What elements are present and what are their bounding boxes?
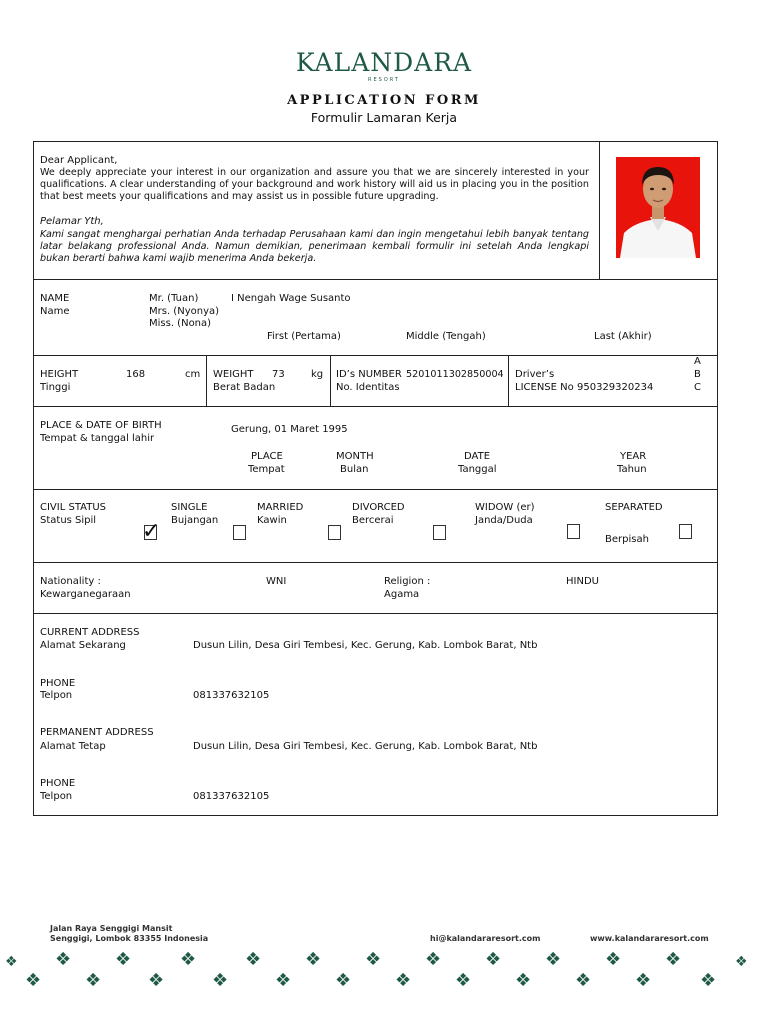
license-class-c: C xyxy=(694,382,701,393)
footer-email[interactable]: hi@kalandararesort.com xyxy=(430,934,541,943)
row-divider xyxy=(33,406,718,407)
row-divider xyxy=(33,355,718,356)
ornament-icon: ❖ xyxy=(148,970,165,991)
ornament-icon: ❖ xyxy=(425,949,442,970)
religion-label: Religion : xyxy=(384,576,431,587)
status-divorced-id: Bercerai xyxy=(352,515,394,526)
religion-label-id: Agama xyxy=(384,589,420,600)
ornament-icon: ❖ xyxy=(5,954,18,970)
ornament-icon: ❖ xyxy=(85,970,102,991)
name-label-id: Name xyxy=(40,306,70,317)
status-widow: WIDOW (er) xyxy=(475,502,535,513)
height-unit: cm xyxy=(185,369,201,380)
applicant-portrait xyxy=(616,157,700,258)
name-label: NAME xyxy=(40,293,70,304)
footer-address-line2: Senggigi, Lombok 83355 Indonesia xyxy=(50,934,209,943)
id-number-label-id: No. Identitas xyxy=(336,382,400,393)
intro-text-en: We deeply appreciate your interest in our organization and assure you that we are sincerely interested in your qualifications. A clear understanding of your background and work history will aid us in placing you in the position that best meets your qualifications and may assist us in possible future upgrading. xyxy=(40,167,589,203)
phone-label: PHONE xyxy=(40,778,76,789)
ornament-icon: ❖ xyxy=(275,970,292,991)
widower-checkbox[interactable] xyxy=(567,524,580,539)
current-address-value[interactable]: Dusun Lilin, Desa Giri Tembesi, Kec. Gerung, Kab. Lombok Barat, Ntb xyxy=(193,640,538,651)
name-middle-caption: Middle (Tengah) xyxy=(406,331,486,342)
status-married: MARRIED xyxy=(257,502,304,513)
ornament-icon: ❖ xyxy=(305,949,322,970)
title-miss: Miss. (Nona) xyxy=(149,318,212,329)
resort-logo-subtitle: RESORT xyxy=(368,77,400,83)
widow-checkbox[interactable] xyxy=(433,525,446,540)
ornament-icon: ❖ xyxy=(365,949,382,970)
status-widow-id: Janda/Duda xyxy=(475,515,533,526)
row-divider xyxy=(33,562,718,563)
birth-label: PLACE & DATE OF BIRTH xyxy=(40,420,162,431)
birth-place-caption: PLACE xyxy=(251,451,283,462)
cell-divider xyxy=(508,355,509,406)
title-mrs: Mrs. (Nyonya) xyxy=(149,306,220,317)
ornament-icon: ❖ xyxy=(25,970,42,991)
ornament-icon: ❖ xyxy=(485,949,502,970)
ornament-icon: ❖ xyxy=(605,949,622,970)
permanent-address-label-id: Alamat Tetap xyxy=(40,741,106,752)
height-value[interactable]: 168 xyxy=(126,369,146,380)
name-first-caption: First (Pertama) xyxy=(267,331,341,342)
birth-date-caption-id: Tanggal xyxy=(458,464,497,475)
birth-label-id: Tempat & tanggal lahir xyxy=(40,433,155,444)
current-address-label: CURRENT ADDRESS xyxy=(40,627,140,638)
cell-divider xyxy=(330,355,331,406)
status-divorced: DIVORCED xyxy=(352,502,405,513)
permanent-address-value[interactable]: Dusun Lilin, Desa Giri Tembesi, Kec. Gerung, Kab. Lombok Barat, Ntb xyxy=(193,741,538,752)
ornament-icon: ❖ xyxy=(735,954,748,970)
ornament-icon: ❖ xyxy=(665,949,682,970)
applicant-photo xyxy=(616,157,700,258)
height-label-id: Tinggi xyxy=(40,382,71,393)
divorced-checkbox[interactable] xyxy=(328,525,341,540)
id-number-label: ID’s NUMBER xyxy=(336,369,402,380)
religion-value[interactable]: HINDU xyxy=(566,576,599,587)
ornament-icon: ❖ xyxy=(212,970,229,991)
current-address-label-id: Alamat Sekarang xyxy=(40,640,126,651)
married-checkbox[interactable] xyxy=(233,525,246,540)
ornament-icon: ❖ xyxy=(245,949,262,970)
ornament-icon: ❖ xyxy=(395,970,412,991)
ornament-icon: ❖ xyxy=(515,970,532,991)
footer-address-line1: Jalan Raya Senggigi Mansit xyxy=(50,924,173,933)
weight-value[interactable]: 73 xyxy=(272,369,285,380)
form-subtitle: Formulir Lamaran Kerja xyxy=(310,110,458,125)
id-number-value[interactable]: 5201011302850004 xyxy=(406,369,504,380)
form-title: APPLICATION FORM xyxy=(287,93,481,108)
license-class-b: B xyxy=(694,369,701,380)
row-divider xyxy=(33,279,718,280)
birth-month-caption: MONTH xyxy=(336,451,374,462)
birth-place-caption-id: Tempat xyxy=(248,464,285,475)
license-label: Driver’s xyxy=(515,369,555,380)
ornament-icon: ❖ xyxy=(335,970,352,991)
ornament-icon: ❖ xyxy=(55,949,72,970)
title-mr: Mr. (Tuan) xyxy=(149,293,199,304)
row-divider xyxy=(33,613,718,614)
ornament-icon: ❖ xyxy=(700,970,717,991)
height-label: HEIGHT xyxy=(40,369,79,380)
greeting-en: Dear Applicant, xyxy=(40,155,118,166)
applicant-name[interactable]: I Nengah Wage Susanto xyxy=(231,293,351,304)
nationality-value[interactable]: WNI xyxy=(266,576,287,587)
greeting-id: Pelamar Yth, xyxy=(40,216,104,227)
status-single-id: Bujangan xyxy=(171,515,219,526)
birth-year-caption-id: Tahun xyxy=(617,464,647,475)
ornament-icon: ❖ xyxy=(115,949,132,970)
resort-logo: KALANDARA xyxy=(295,48,473,77)
nationality-label-id: Kewarganegaraan xyxy=(40,589,131,600)
phone-value[interactable]: 081337632105 xyxy=(193,690,270,701)
phone-label-id: Telpon xyxy=(40,690,73,701)
ornament-icon: ❖ xyxy=(635,970,652,991)
status-separated: SEPARATED xyxy=(605,502,663,513)
cell-divider xyxy=(206,355,207,406)
birth-value[interactable]: Gerung, 01 Maret 1995 xyxy=(231,424,348,435)
ornament-icon: ❖ xyxy=(455,970,472,991)
status-single: SINGLE xyxy=(171,502,208,513)
status-married-id: Kawin xyxy=(257,515,287,526)
ornament-icon: ❖ xyxy=(180,949,197,970)
footer-website[interactable]: www.kalandararesort.com xyxy=(590,934,709,943)
single-check-mark: ✓ xyxy=(142,519,161,544)
weight-unit: kg xyxy=(311,369,324,380)
row-divider xyxy=(33,489,718,490)
weight-label: WEIGHT xyxy=(213,369,254,380)
ornament-icon: ❖ xyxy=(575,970,592,991)
intro-text-id: Kami sangat menghargai perhatian Anda terhadap Perusahaan kami dan ingin mengetahui lebih banyak tentang latar belakang professional Anda. Namun demikian, penerimaan kembali formulir ini setelah Anda lengkapi bukan berarti bahwa kami wajib menerima Anda bekerja. xyxy=(40,229,589,265)
nationality-label: Nationality : xyxy=(40,576,101,587)
license-class-a: A xyxy=(694,356,701,367)
phone-value[interactable]: 081337632105 xyxy=(193,791,270,802)
birth-year-caption: YEAR xyxy=(620,451,647,462)
status-separated-id: Berpisah xyxy=(605,534,649,545)
phone-label-id: Telpon xyxy=(40,791,73,802)
license-label-2: LICENSE No xyxy=(515,382,574,393)
separated-checkbox[interactable] xyxy=(679,524,692,539)
birth-date-caption: DATE xyxy=(464,451,491,462)
civil-status-label: CIVIL STATUS xyxy=(40,502,106,513)
name-last-caption: Last (Akhir) xyxy=(594,331,652,342)
birth-month-caption-id: Bulan xyxy=(340,464,369,475)
permanent-address-label: PERMANENT ADDRESS xyxy=(40,727,154,738)
ornament-icon: ❖ xyxy=(545,949,562,970)
weight-label-id: Berat Badan xyxy=(213,382,276,393)
license-value[interactable]: 950329320234 xyxy=(577,382,654,393)
phone-label: PHONE xyxy=(40,678,76,689)
civil-status-label-id: Status Sipil xyxy=(40,515,97,526)
photo-divider xyxy=(599,141,600,280)
